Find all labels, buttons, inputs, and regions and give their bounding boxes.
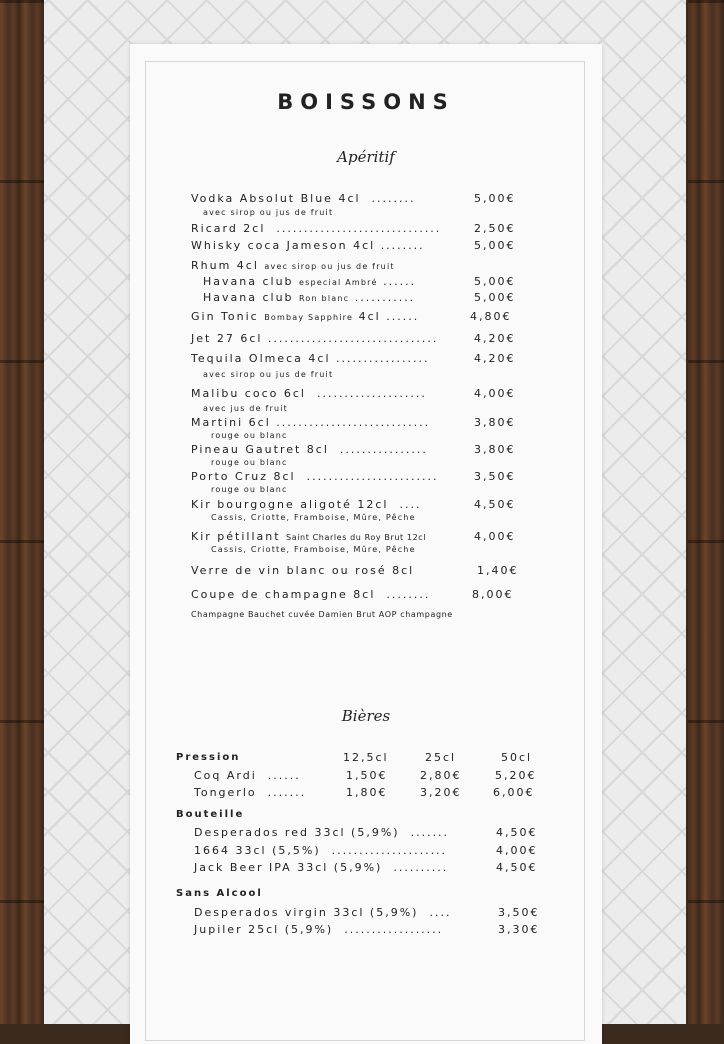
aperitif-heading: Apéritif (337, 148, 395, 166)
menu-item: Malibu coco 6cl .................... (191, 387, 427, 400)
item-price: 4,50€ (496, 861, 538, 874)
column-header: 12,5cl (343, 751, 389, 764)
bieres-heading: Bières (341, 707, 391, 725)
item-price: 4,00€ (474, 387, 516, 400)
menu-item: Desperados virgin 33cl (5,9%) .... (194, 906, 452, 919)
menu-item: Jupiler 25cl (5,9%) .................. (194, 923, 444, 936)
item-price: 4,20€ (474, 352, 516, 365)
item-price: 3,30€ (498, 923, 540, 936)
menu-item: Kir pétillant Saint Charles du Roy Brut 12cl (191, 530, 427, 543)
item-price: 3,50€ (498, 906, 540, 919)
menu-item: Porto Cruz 8cl ........................ (191, 470, 439, 483)
menu-item: Tequila Olmeca 4cl ................. (191, 352, 430, 365)
item-price: 2,80€ (420, 769, 462, 782)
menu-item: Havana club Ron blanc ........... (203, 291, 416, 304)
item-price: 1,80€ (346, 786, 388, 799)
item-price: 3,80€ (474, 443, 516, 456)
item-note: rouge ou blanc (211, 485, 288, 494)
item-note: avec sirop ou jus de fruit (203, 370, 334, 379)
item-price: 3,50€ (474, 470, 516, 483)
item-price: 5,00€ (474, 291, 516, 304)
item-note: Champagne Bauchet cuvée Damien Brut AOP champagne (191, 610, 453, 619)
item-price: 6,00€ (493, 786, 535, 799)
item-price: 4,50€ (496, 826, 538, 839)
item-price: 3,80€ (474, 416, 516, 429)
item-price: 3,20€ (420, 786, 462, 799)
item-price: 8,00€ (472, 588, 514, 601)
menu-item: Pineau Gautret 8cl ................ (191, 443, 428, 456)
section-label: Pression (176, 752, 241, 763)
item-note: Cassis, Criotte, Framboise, Mûre, Pêche (211, 513, 416, 522)
item-price: 5,20€ (495, 769, 537, 782)
item-price: 1,40€ (477, 564, 519, 577)
menu-item: Whisky coca Jameson 4cl ........ (191, 239, 425, 252)
item-price: 4,20€ (474, 332, 516, 345)
item-price: 4,50€ (474, 498, 516, 511)
menu-item: Martini 6cl ............................ (191, 416, 431, 429)
menu-item: Verre de vin blanc ou rosé 8cl (191, 564, 415, 577)
item-note: rouge ou blanc (211, 458, 288, 467)
section-label: Sans Alcool (176, 888, 263, 899)
menu-item: Rhum 4cl avec sirop ou jus de fruit (191, 259, 395, 272)
item-price: 5,00€ (474, 275, 516, 288)
menu-item: 1664 33cl (5,5%) ..................... (194, 844, 448, 857)
item-price: 2,50€ (474, 222, 516, 235)
column-header: 25cl (425, 751, 457, 764)
item-price: 5,00€ (474, 239, 516, 252)
item-price: 5,00€ (474, 192, 516, 205)
menu-item: Desperados red 33cl (5,9%) ....... (194, 826, 450, 839)
wood-background-left (0, 0, 44, 1024)
menu-item: Tongerlo ....... (194, 786, 307, 799)
menu-item: Havana club especial Ambré ...... (203, 275, 417, 288)
menu-item: Jet 27 6cl ............................... (191, 332, 439, 345)
item-note: avec sirop ou jus de fruit (203, 208, 334, 217)
menu-item: Coq Ardi ...... (194, 769, 301, 782)
section-label: Bouteille (176, 809, 245, 820)
menu-item: Kir bourgogne aligoté 12cl .... (191, 498, 422, 511)
item-note: avec jus de fruit (203, 404, 288, 413)
item-note: rouge ou blanc (211, 431, 288, 440)
item-price: 1,50€ (346, 769, 388, 782)
menu-item: Coupe de champagne 8cl ........ (191, 588, 431, 601)
menu-item: Gin Tonic Bombay Sapphire 4cl ...... (191, 310, 420, 323)
item-note: Cassis, Criotte, Framboise, Mûre, Pêche (211, 545, 416, 554)
menu-item: Vodka Absolut Blue 4cl ........ (191, 192, 416, 205)
item-price: 4,00€ (474, 530, 516, 543)
item-price: 4,00€ (496, 844, 538, 857)
item-price: 4,80€ (470, 310, 512, 323)
wood-background-right (688, 0, 724, 1024)
menu-item: Ricard 2cl .............................. (191, 222, 442, 235)
menu-item: Jack Beer IPA 33cl (5,9%) .......... (194, 861, 449, 874)
menu-title: BOISSONS (277, 90, 455, 114)
column-header: 50cl (501, 751, 533, 764)
